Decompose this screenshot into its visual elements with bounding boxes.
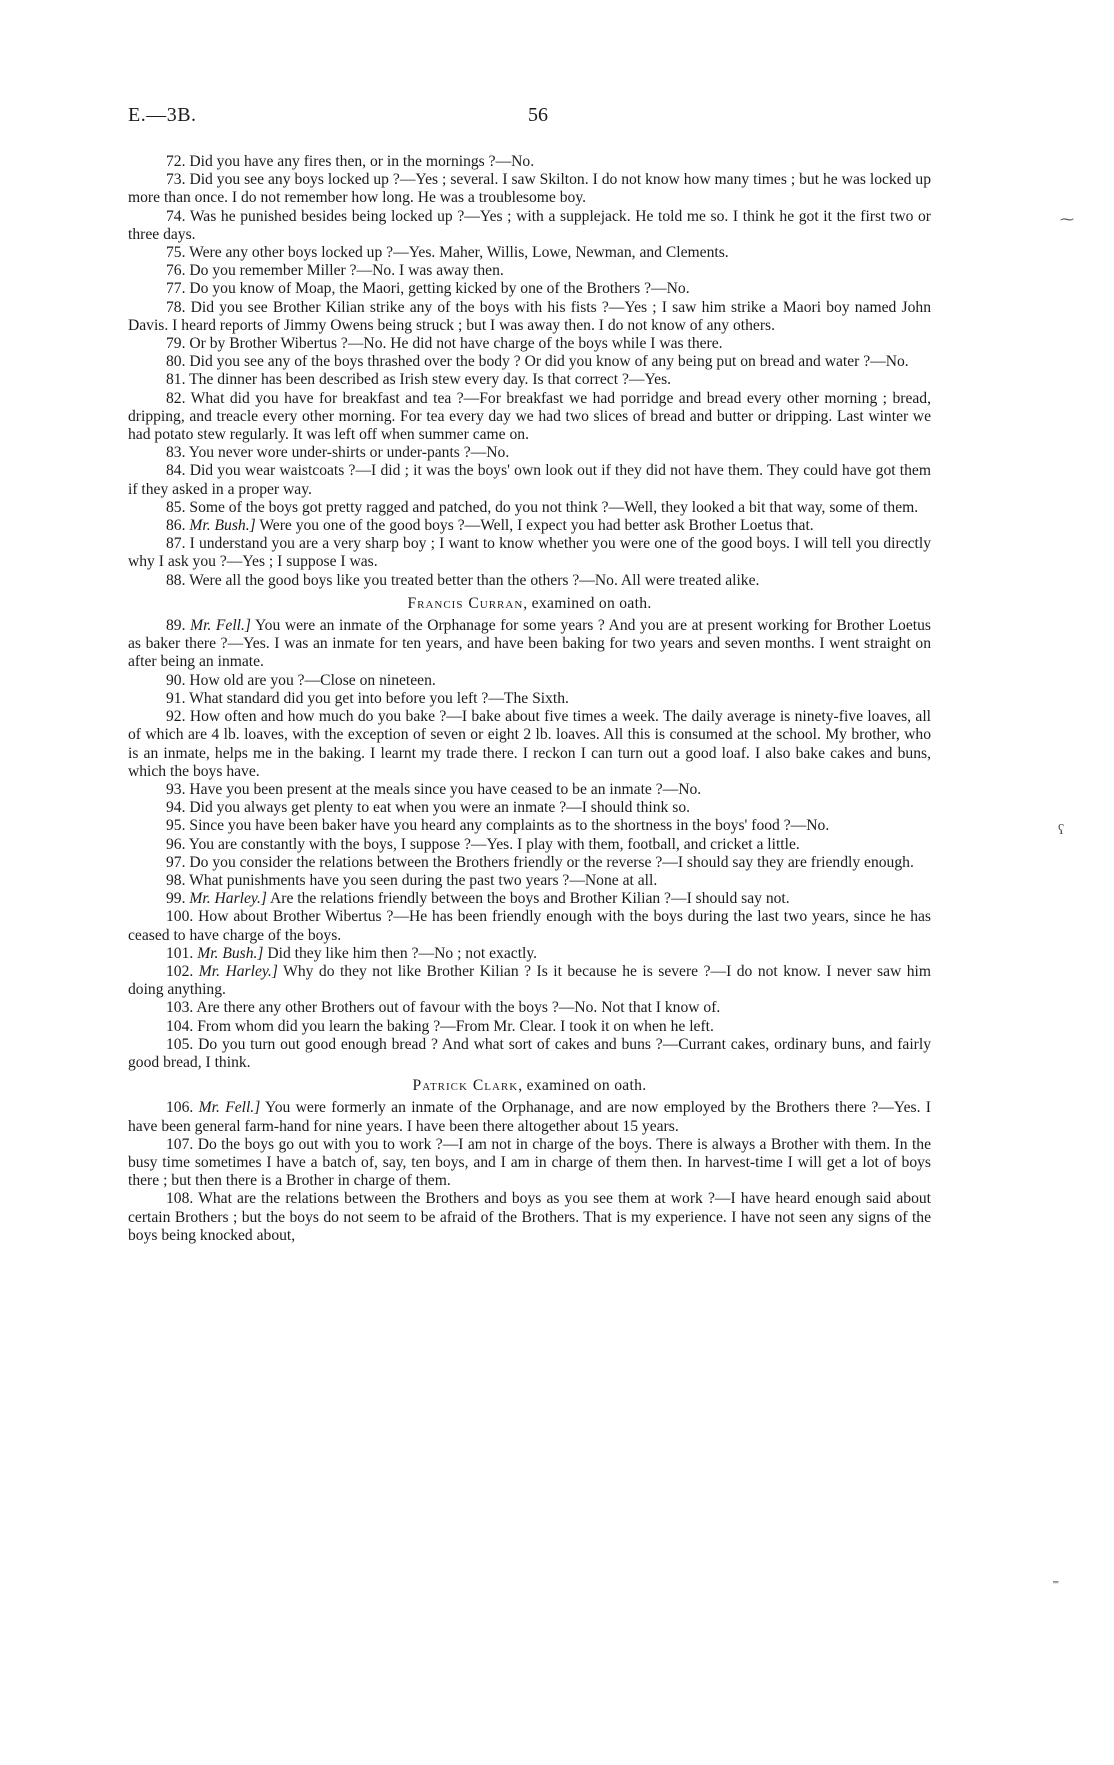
question-text: 79. Or by Brother Wibertus ?—No. He did not have charge of the boys while I was there.	[166, 335, 723, 353]
question-paragraph	[128, 836, 931, 854]
question-paragraph	[128, 672, 931, 690]
question-paragraph	[128, 262, 931, 280]
question-paragraph	[128, 617, 931, 672]
question-text: 92. How often and how much do you bake ?—I bake about five times a week. The daily average is ninety-five loaves, all of which are 4 lb. loaves, with the exception of seven or eight 2 lb. loaves. All this is consumed at the school. My brother, who is an inmate, helps me in the baking. I learnt my trade there. I reckon I can turn out a good loaf. I also bake cakes and buns, which the boys have.	[128, 708, 931, 780]
question-paragraph	[128, 353, 931, 371]
question-text: 107. Do the boys go out with you to work ?—I am not in charge of the boys. There is always a Brother with them. In the busy time sometimes I have a batch of, say, ten boys, and I am in charge of them then. In harvest-time I will get a lot of boys there ; but then there is a Brother in charge of them.	[128, 1135, 931, 1190]
question-paragraph	[128, 1018, 931, 1036]
question-text: 105. Do you turn out good enough bread ? And what sort of cakes and buns ?—Currant cakes, ordinary buns, and fairly good bread, I think.	[128, 1035, 931, 1071]
question-text: 77. Do you know of Moap, the Maori, getting kicked by one of the Brothers ?—No.	[166, 280, 690, 298]
question-number: 102.	[166, 962, 194, 980]
question-text: 73. Did you see any boys locked up ?—Yes ; several. I saw Skilton. I do not know how many times ; but he was locked up more than once. I do not remember how long. He was a troublesome boy.	[128, 171, 931, 207]
question-paragraph	[128, 945, 931, 963]
question-text: 103. Are there any other Brothers out of favour with the boys ?—No. Not that I know of.	[166, 999, 721, 1017]
margin-mark: ʕ	[1058, 823, 1065, 838]
speaker-name: Mr. Bush.]	[189, 517, 256, 535]
question-text: 96. You are constantly with the boys, I suppose ?—Yes. I play with them, football, and cricket a little.	[166, 835, 800, 853]
witness-name: Francis Curran	[407, 594, 524, 612]
question-text: 85. Some of the boys got pretty ragged and patched, do you not think ?—Well, they looked a bit that way, some of them.	[166, 498, 919, 516]
question-paragraph	[128, 1099, 931, 1135]
question-number: 89.	[166, 617, 186, 635]
question-paragraph	[128, 1136, 931, 1191]
speaker-name: Mr. Fell.]	[190, 617, 251, 635]
question-text: Did they like him then ?—No ; not exactly.	[267, 944, 538, 962]
margin-mark: ⁼	[1052, 1578, 1060, 1593]
question-number: 106.	[166, 1099, 194, 1117]
question-paragraph	[128, 171, 931, 207]
question-text: 104. From whom did you learn the baking ?—From Mr. Clear. I took it on when he left.	[166, 1017, 714, 1035]
question-paragraph	[128, 517, 931, 535]
question-paragraph	[128, 1036, 931, 1072]
question-text: Are the relations friendly between the boys and Brother Kilian ?—I should say not.	[270, 890, 790, 908]
speaker-name: Mr. Harley.]	[189, 890, 267, 908]
question-text: 97. Do you consider the relations between the Brothers friendly or the reverse ?—I should say they are friendly enough.	[166, 853, 914, 871]
witness-heading	[128, 595, 931, 613]
question-paragraph	[128, 708, 931, 781]
question-text: You were formerly an inmate of the Orphanage, and are now employed by the Brothers there ?—Yes. I have been general farm-hand for nine years. I have been there altogether about 15 years.	[128, 1099, 931, 1135]
question-paragraph	[128, 799, 931, 817]
speaker-name: Mr. Fell.]	[198, 1099, 261, 1117]
question-text: 80. Did you see any of the boys thrashed over the body ? Or did you know of any being put on bread and water ?—No.	[166, 353, 909, 371]
question-number: 101.	[166, 944, 194, 962]
question-paragraph	[128, 244, 931, 262]
question-paragraph	[128, 462, 931, 498]
witness-heading	[128, 1077, 931, 1095]
question-text: You were an inmate of the Orphanage for some years ? And you are at present working for Brother Loetus as baker there ?—Yes. I was an inmate for ten years, and have been baking for two years and seven months. I went straight on after being an inmate.	[128, 617, 931, 671]
question-text: 87. I understand you are a very sharp boy ; I want to know whether you were one of the good boys. I will tell you directly why I ask you ?—Yes ; I suppose I was.	[128, 535, 931, 571]
question-text: 88. Were all the good boys like you treated better than the others ?—No. All were treated alike.	[166, 571, 760, 589]
question-text: Why do they not like Brother Kilian ? Is it because he is severe ?—I do not know. I never saw him doing anything.	[128, 962, 931, 999]
question-paragraph	[128, 535, 931, 571]
question-paragraph	[128, 280, 931, 298]
question-text: 76. Do you remember Miller ?—No. I was away then.	[166, 262, 504, 280]
question-number: 99.	[166, 890, 186, 908]
question-paragraph	[128, 390, 931, 445]
question-number: 86.	[166, 517, 186, 535]
question-paragraph	[128, 817, 931, 835]
question-paragraph	[128, 499, 931, 517]
question-paragraph	[128, 890, 931, 908]
speaker-name: Mr. Bush.]	[197, 944, 264, 962]
question-text: 74. Was he punished besides being locked up ?—Yes ; with a supplejack. He told me so. I think he got it the first two or three days.	[128, 207, 931, 243]
question-text: 78. Did you see Brother Kilian strike any of the boys with his fists ?—Yes ; I saw him strike a Maori boy named John Davis. I heard reports of Jimmy Owens being struck ; but I was away then. I do not know of any others.	[128, 298, 931, 334]
question-paragraph	[128, 781, 931, 799]
question-text: 82. What did you have for breakfast and tea ?—For breakfast we had porridge and bread every other morning ; bread, dripping, and treacle every other morning. For tea every day we had two slices of bread and butter or dripping. Last winter we had potato stew regularly. It was left off when summer came on.	[128, 389, 931, 444]
page-header	[128, 104, 928, 134]
question-text: 93. Have you been present at the meals since you have ceased to be an inmate ?—No.	[166, 780, 702, 798]
question-paragraph	[128, 153, 931, 171]
question-text: 108. What are the relations between the Brothers and boys as you see them at work ?—I have heard enough said about certain Brothers ; but the boys do not seem to be afraid of the Brothers. That is my experience. I have not seen any signs of the boys being knocked about,	[128, 1190, 931, 1244]
question-paragraph	[128, 371, 931, 389]
question-text: 83. You never wore under-shirts or under-pants ?—No.	[166, 444, 510, 462]
question-text: 72. Did you have any fires then, or in the mornings ?—No.	[166, 153, 535, 170]
question-paragraph	[128, 963, 931, 999]
question-text: Were you one of the good boys ?—Well, I expect you had better ask Brother Loetus that.	[259, 517, 814, 535]
margin-mark: ⁓	[1060, 213, 1074, 228]
question-paragraph	[128, 572, 931, 590]
page-number: 56	[528, 104, 548, 126]
question-text: 95. Since you have been baker have you heard any complaints as to the shortness in the boys' food ?—No.	[166, 817, 830, 835]
question-paragraph	[128, 690, 931, 708]
speaker-name: Mr. Harley.]	[198, 962, 278, 980]
question-text: 81. The dinner has been described as Irish stew every day. Is that correct ?—Yes.	[166, 371, 672, 389]
document-reference: E.—3B.	[128, 104, 197, 126]
witness-name: Patrick Clark	[412, 1077, 519, 1095]
question-text: 94. Did you always get plenty to eat when you were an inmate ?—I should think so.	[166, 799, 691, 817]
question-text: 84. Did you wear waistcoats ?—I did ; it was the boys' own look out if they did not have them. They could have got them if they asked in a proper way.	[128, 462, 931, 498]
question-paragraph	[128, 444, 931, 462]
question-text: 90. How old are you ?—Close on nineteen.	[166, 671, 436, 689]
question-text: 75. Were any other boys locked up ?—Yes. Maher, Willis, Lowe, Newman, and Clements.	[166, 244, 729, 262]
question-text: 100. How about Brother Wibertus ?—He has been friendly enough with the boys during the last two years, since he has ceased to have charge of the boys.	[128, 908, 931, 944]
question-paragraph	[128, 908, 931, 944]
question-paragraph	[128, 1190, 931, 1245]
question-paragraph	[128, 872, 931, 890]
testimony-body	[128, 153, 931, 1245]
question-paragraph	[128, 335, 931, 353]
question-paragraph	[128, 999, 931, 1017]
question-text: 91. What standard did you get into before you left ?—The Sixth.	[166, 689, 569, 707]
question-text: 98. What punishments have you seen during the past two years ?—None at all.	[166, 871, 658, 889]
question-paragraph	[128, 299, 931, 335]
question-paragraph	[128, 854, 931, 872]
witness-note: , examined on oath.	[518, 1077, 647, 1095]
witness-note: , examined on oath.	[523, 594, 652, 612]
question-paragraph	[128, 208, 931, 244]
